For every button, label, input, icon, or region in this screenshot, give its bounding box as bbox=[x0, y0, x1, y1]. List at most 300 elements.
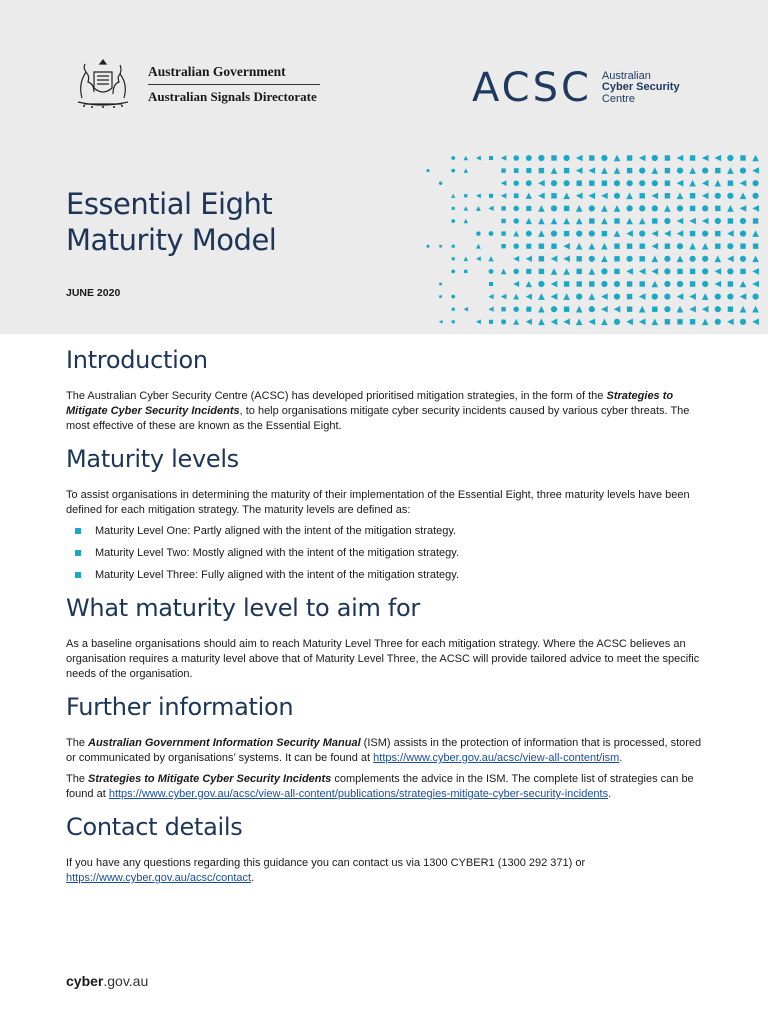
pattern-shape bbox=[526, 180, 532, 186]
intro-paragraph: The Australian Cyber Security Centre (ACSC) has developed prioritised mitigation strategies, in the form of the Strategies to Mitigate Cyber Security Incidents, to help organisations mitigate cyber security incidents caused by various cyber threats. The most effective of these are known as the Essential Eight. bbox=[66, 390, 690, 432]
contact-link[interactable]: https://www.cyber.gov.au/acsc/contact bbox=[66, 872, 252, 884]
pattern-shape bbox=[601, 155, 607, 161]
pattern-shape bbox=[614, 306, 621, 313]
pattern-shape bbox=[727, 205, 734, 212]
pattern-shape bbox=[626, 193, 633, 200]
pattern-shape bbox=[602, 181, 607, 186]
pattern-shape bbox=[664, 256, 670, 262]
pattern-shape bbox=[576, 167, 583, 174]
pattern-shape bbox=[488, 294, 493, 299]
ism-paragraph: The Australian Government Information Security Manual (ISM) assists in the protection of information that is processed, stored or communicated by organisations’ systems. It can be found at https://www.cyber.gov.au/acsc/view-all-content/ism. bbox=[66, 737, 702, 764]
pattern-shape bbox=[689, 293, 696, 300]
pattern-shape bbox=[589, 193, 596, 200]
pattern-shape bbox=[501, 231, 505, 235]
pattern-shape bbox=[564, 168, 569, 173]
pattern-shape bbox=[539, 269, 544, 274]
pattern-shape bbox=[577, 269, 582, 274]
pattern-shape bbox=[677, 218, 684, 225]
pattern-shape bbox=[652, 167, 659, 174]
pattern-shape bbox=[614, 294, 620, 300]
pattern-shape bbox=[702, 243, 709, 250]
pattern-shape bbox=[715, 180, 722, 187]
pattern-shape bbox=[476, 244, 481, 249]
pattern-shape bbox=[551, 193, 556, 198]
pattern-shape bbox=[727, 319, 734, 326]
pattern-shape bbox=[513, 218, 519, 224]
acsc-text-line2: Cyber Security bbox=[601, 81, 680, 94]
pattern-shape bbox=[451, 269, 455, 273]
pattern-shape bbox=[652, 218, 657, 223]
pattern-shape bbox=[577, 281, 582, 286]
pattern-shape bbox=[464, 168, 469, 173]
pattern-shape bbox=[589, 268, 596, 275]
pattern-shape bbox=[614, 218, 619, 223]
pattern-shape bbox=[727, 167, 734, 174]
pattern-shape bbox=[513, 319, 519, 325]
pattern-shape bbox=[589, 281, 594, 286]
heading-contact-details: Contact details bbox=[66, 813, 243, 841]
pattern-shape bbox=[627, 205, 633, 211]
section-aim bbox=[66, 593, 702, 682]
pattern-shape bbox=[715, 268, 722, 275]
pattern-shape bbox=[589, 181, 594, 186]
pattern-shape bbox=[464, 257, 469, 262]
pattern-shape bbox=[652, 205, 658, 211]
pattern-shape bbox=[639, 231, 645, 237]
pattern-shape bbox=[538, 218, 545, 225]
pattern-shape bbox=[639, 205, 645, 211]
pattern-shape bbox=[589, 218, 594, 223]
pattern-shape bbox=[664, 268, 670, 274]
pattern-shape bbox=[538, 155, 544, 161]
pattern-shape bbox=[728, 307, 733, 312]
pattern-shape bbox=[526, 193, 532, 199]
pattern-shape bbox=[752, 268, 759, 275]
pattern-shape bbox=[652, 155, 658, 161]
pattern-shape bbox=[564, 155, 570, 161]
pattern-shape bbox=[740, 244, 745, 249]
coat-of-arms-icon bbox=[64, 58, 142, 110]
pattern-shape bbox=[539, 168, 544, 173]
section-maturity-levels bbox=[66, 444, 702, 583]
pattern-shape bbox=[626, 319, 633, 326]
pattern-shape bbox=[677, 168, 683, 174]
pattern-shape bbox=[563, 319, 570, 326]
pattern-shape bbox=[740, 256, 746, 262]
section-introduction bbox=[66, 345, 702, 434]
pattern-shape bbox=[753, 193, 759, 199]
pattern-shape bbox=[690, 319, 695, 324]
pattern-shape bbox=[589, 256, 595, 262]
pattern-shape bbox=[665, 155, 670, 160]
pattern-shape bbox=[752, 167, 759, 174]
pattern-shape bbox=[702, 281, 708, 287]
pattern-shape bbox=[702, 268, 708, 274]
pattern-shape bbox=[501, 294, 507, 300]
pattern-shape bbox=[489, 269, 494, 274]
pattern-shape bbox=[589, 243, 596, 250]
pattern-shape bbox=[652, 256, 659, 263]
pattern-shape bbox=[690, 281, 695, 286]
pattern-shape bbox=[563, 193, 570, 200]
pattern-shape bbox=[452, 308, 455, 311]
pattern-shape bbox=[614, 180, 620, 186]
government-logo bbox=[64, 58, 320, 110]
pattern-shape bbox=[564, 231, 569, 236]
pattern-shape bbox=[752, 306, 759, 313]
pattern-shape bbox=[740, 269, 745, 274]
pattern-shape bbox=[702, 180, 709, 187]
pattern-shape bbox=[740, 193, 747, 200]
pattern-shape bbox=[752, 281, 759, 288]
pattern-shape bbox=[665, 193, 670, 198]
pattern-shape bbox=[563, 243, 570, 250]
pattern-shape bbox=[715, 206, 720, 211]
pattern-shape bbox=[652, 307, 657, 312]
pattern-shape bbox=[640, 281, 645, 286]
pattern-shape bbox=[652, 319, 659, 326]
document-title-line1: Essential Eight bbox=[66, 187, 273, 221]
pattern-shape bbox=[538, 193, 545, 200]
pattern-shape bbox=[677, 293, 684, 300]
pattern-shape bbox=[589, 306, 595, 312]
pattern-shape bbox=[715, 193, 721, 199]
pattern-shape bbox=[501, 193, 507, 199]
pattern-shape bbox=[563, 268, 570, 275]
pattern-shape bbox=[501, 180, 507, 186]
pattern-shape bbox=[677, 256, 684, 263]
list-item: Maturity Level Three: Fully aligned with the intent of the mitigation strategy. bbox=[66, 568, 702, 583]
pattern-shape bbox=[614, 281, 620, 287]
pattern-shape bbox=[677, 243, 683, 249]
pattern-shape bbox=[513, 206, 519, 212]
pattern-shape bbox=[640, 256, 645, 261]
pattern-shape bbox=[702, 155, 709, 162]
pattern-shape bbox=[664, 281, 670, 287]
pattern-shape bbox=[551, 319, 558, 326]
pattern-shape bbox=[652, 180, 658, 186]
pattern-shape bbox=[689, 180, 696, 187]
cover-header bbox=[0, 0, 768, 334]
pattern-shape bbox=[664, 294, 670, 300]
document-body bbox=[66, 345, 702, 896]
pattern-shape bbox=[702, 231, 708, 237]
pattern-shape bbox=[464, 270, 467, 273]
pattern-shape bbox=[627, 168, 632, 173]
pattern-shape bbox=[702, 218, 709, 225]
pattern-shape bbox=[728, 218, 733, 223]
pattern-shape bbox=[715, 244, 720, 249]
pattern-shape bbox=[589, 167, 596, 174]
pattern-shape bbox=[452, 257, 455, 260]
pattern-shape bbox=[576, 243, 583, 250]
gov-name-line1: Australian Government bbox=[148, 64, 320, 85]
pattern-shape bbox=[538, 281, 544, 287]
pattern-shape bbox=[426, 169, 429, 172]
pattern-shape bbox=[614, 319, 620, 325]
contact-paragraph: If you have any questions regarding this guidance you can contact us via 1300 CYBER1 (1300 292 371) or https://www.cyber.gov.au/acsc/contact. bbox=[66, 857, 586, 884]
pattern-shape bbox=[526, 269, 531, 274]
pattern-shape bbox=[639, 180, 645, 186]
pattern-shape bbox=[740, 168, 746, 174]
pattern-shape bbox=[690, 231, 695, 236]
pattern-shape bbox=[551, 180, 557, 186]
pattern-shape bbox=[601, 256, 608, 263]
pattern-shape bbox=[538, 293, 545, 300]
acsc-text-line1: Australian bbox=[601, 69, 651, 82]
pattern-shape bbox=[614, 193, 620, 199]
pattern-shape bbox=[601, 243, 608, 250]
pattern-shape bbox=[451, 156, 455, 160]
pattern-shape bbox=[727, 268, 733, 274]
pattern-shape bbox=[464, 307, 469, 312]
pattern-shape bbox=[476, 231, 481, 236]
pattern-shape bbox=[576, 231, 582, 237]
pattern-shape bbox=[576, 306, 583, 313]
pattern-shape bbox=[677, 180, 684, 187]
pattern-shape bbox=[526, 281, 532, 287]
pattern-shape bbox=[752, 205, 759, 212]
pattern-shape bbox=[601, 193, 608, 200]
ism-link[interactable]: https://www.cyber.gov.au/acsc/view-all-content/ism bbox=[373, 752, 620, 764]
strategies-paragraph: The Strategies to Mitigate Cyber Security Incidents complements the advice in the ISM. The complete list of strategies can be found at https://www.cyber.gov.au/acsc/view-all-content/publications/strategies-mitigate-cyber-security-incidents. bbox=[66, 773, 694, 800]
pattern-shape bbox=[589, 205, 595, 211]
pattern-shape bbox=[690, 155, 695, 160]
pattern-shape bbox=[576, 319, 583, 326]
pattern-shape bbox=[551, 293, 558, 300]
pattern-shape bbox=[752, 155, 759, 162]
pattern-shape bbox=[589, 293, 596, 300]
pattern-shape bbox=[464, 219, 469, 224]
pattern-shape bbox=[501, 206, 505, 210]
pattern-shape bbox=[526, 231, 532, 237]
pattern-shape bbox=[677, 155, 684, 162]
pattern-shape bbox=[627, 294, 632, 299]
pattern-shape bbox=[464, 194, 467, 197]
document-title bbox=[66, 186, 276, 258]
pattern-shape bbox=[439, 283, 442, 286]
decorative-shape-pattern bbox=[420, 150, 768, 334]
pattern-shape bbox=[551, 155, 556, 160]
pattern-shape bbox=[526, 155, 532, 161]
pattern-shape bbox=[614, 230, 621, 237]
pattern-shape bbox=[652, 243, 659, 250]
pattern-shape bbox=[640, 193, 645, 198]
pattern-shape bbox=[665, 168, 670, 173]
pattern-shape bbox=[551, 306, 557, 312]
pattern-shape bbox=[677, 319, 682, 324]
pattern-shape bbox=[563, 256, 570, 263]
pattern-shape bbox=[740, 319, 746, 325]
pattern-shape bbox=[652, 268, 659, 275]
pattern-shape bbox=[690, 206, 695, 211]
pattern-shape bbox=[677, 306, 684, 313]
heading-further-information: Further information bbox=[66, 693, 294, 721]
pattern-shape bbox=[664, 230, 671, 237]
pattern-shape bbox=[551, 268, 558, 275]
pattern-shape bbox=[752, 230, 759, 237]
pattern-shape bbox=[489, 156, 493, 160]
pattern-shape bbox=[513, 269, 519, 275]
pattern-shape bbox=[488, 307, 493, 312]
pattern-shape bbox=[451, 194, 455, 198]
pattern-shape bbox=[501, 168, 505, 172]
acsc-logo bbox=[472, 65, 680, 111]
pattern-shape bbox=[664, 218, 670, 224]
pattern-shape bbox=[627, 281, 632, 286]
pattern-shape bbox=[727, 155, 733, 161]
pattern-shape bbox=[677, 205, 683, 211]
pattern-shape bbox=[614, 244, 619, 249]
pattern-shape bbox=[526, 307, 531, 312]
pattern-shape bbox=[690, 193, 695, 198]
pattern-shape bbox=[677, 281, 683, 287]
pattern-shape bbox=[539, 256, 544, 261]
pattern-shape bbox=[652, 193, 659, 200]
section-further-information bbox=[66, 692, 702, 802]
pattern-shape bbox=[476, 256, 481, 261]
pattern-shape bbox=[551, 231, 557, 237]
pattern-shape bbox=[677, 193, 684, 200]
pattern-shape bbox=[501, 244, 505, 248]
pattern-shape bbox=[577, 256, 582, 261]
pattern-shape bbox=[501, 319, 506, 324]
pattern-shape bbox=[727, 243, 733, 249]
pattern-shape bbox=[652, 294, 658, 300]
pattern-shape bbox=[563, 293, 570, 300]
pattern-shape bbox=[665, 244, 670, 249]
pattern-shape bbox=[564, 307, 569, 312]
pattern-shape bbox=[728, 281, 733, 286]
pattern-shape bbox=[501, 269, 507, 275]
pattern-shape bbox=[451, 169, 455, 173]
pattern-shape bbox=[601, 319, 608, 326]
pattern-shape bbox=[513, 306, 519, 312]
section-contact-details bbox=[66, 812, 702, 886]
pattern-shape bbox=[576, 193, 583, 200]
pattern-shape bbox=[489, 194, 493, 198]
pattern-shape bbox=[489, 282, 493, 286]
pattern-shape bbox=[576, 218, 583, 225]
pattern-shape bbox=[526, 293, 532, 299]
pattern-shape bbox=[727, 193, 733, 199]
pattern-shape bbox=[727, 230, 734, 237]
strategies-link[interactable]: https://www.cyber.gov.au/acsc/view-all-content/publications/strategies-mitigate-cyber-security-incidents bbox=[108, 788, 609, 800]
pattern-shape bbox=[564, 206, 569, 211]
pattern-shape bbox=[488, 256, 493, 261]
aim-paragraph: As a baseline organisations should aim to reach Maturity Level Three for each mitigation strategy. Where the ACSC believes an organisation requires a maturity level above that of Maturity Level Three, the ACSC will provide tailored advice to meet the specific needs of the organisation. bbox=[66, 638, 700, 680]
pattern-shape bbox=[702, 256, 708, 262]
pattern-shape bbox=[551, 167, 558, 174]
pattern-shape bbox=[551, 218, 558, 225]
pattern-shape bbox=[563, 218, 570, 225]
pattern-shape bbox=[702, 319, 709, 326]
pattern-shape bbox=[677, 269, 682, 274]
pattern-shape bbox=[577, 181, 582, 186]
pattern-shape bbox=[639, 319, 646, 326]
pattern-shape bbox=[727, 256, 734, 263]
pattern-shape bbox=[514, 193, 519, 198]
pattern-shape bbox=[689, 218, 696, 225]
pattern-shape bbox=[602, 231, 607, 236]
pattern-shape bbox=[476, 193, 481, 198]
pattern-shape bbox=[639, 306, 646, 313]
pattern-shape bbox=[740, 155, 745, 160]
pattern-shape bbox=[652, 281, 659, 288]
pattern-shape bbox=[689, 306, 696, 313]
pattern-shape bbox=[702, 293, 709, 300]
pattern-shape bbox=[439, 295, 442, 298]
pattern-shape bbox=[489, 231, 494, 236]
pattern-shape bbox=[740, 281, 747, 288]
pattern-shape bbox=[665, 181, 670, 186]
pattern-shape bbox=[452, 245, 455, 248]
pattern-shape bbox=[652, 230, 659, 237]
pattern-shape bbox=[452, 320, 455, 323]
pattern-shape bbox=[627, 256, 633, 262]
pattern-shape bbox=[601, 205, 608, 212]
pattern-shape bbox=[538, 306, 545, 313]
pattern-shape bbox=[702, 205, 708, 211]
pattern-shape bbox=[513, 281, 519, 287]
pattern-shape bbox=[551, 281, 558, 288]
pattern-shape bbox=[601, 293, 608, 300]
pattern-shape bbox=[626, 230, 633, 237]
pattern-shape bbox=[476, 156, 481, 161]
list-item: Maturity Level Two: Mostly aligned with the intent of the mitigation strategy. bbox=[66, 546, 702, 561]
acsc-text-line3: Centre bbox=[601, 92, 635, 105]
pattern-shape bbox=[564, 180, 570, 186]
pattern-shape bbox=[715, 155, 722, 162]
pattern-shape bbox=[627, 155, 632, 160]
pattern-shape bbox=[753, 294, 759, 300]
pattern-shape bbox=[526, 218, 532, 224]
pattern-shape bbox=[626, 268, 633, 275]
pattern-shape bbox=[464, 156, 469, 161]
maturity-paragraph: To assist organisations in determining the maturity of their implementation of the Essential Eight, three maturity levels have been defined for each mitigation strategy. The maturity levels are defined as: bbox=[66, 489, 690, 516]
pattern-shape bbox=[740, 293, 747, 300]
pattern-shape bbox=[715, 168, 720, 173]
pattern-shape bbox=[740, 231, 746, 237]
pattern-shape bbox=[689, 167, 696, 174]
pattern-shape bbox=[501, 155, 507, 161]
pattern-shape bbox=[690, 269, 695, 274]
pattern-shape bbox=[740, 218, 746, 224]
pattern-shape bbox=[665, 319, 670, 324]
pattern-shape bbox=[464, 206, 469, 211]
footer-website: cyber.gov.au bbox=[66, 973, 149, 989]
pattern-shape bbox=[476, 319, 481, 324]
pattern-shape bbox=[740, 205, 747, 212]
acsc-wordmark: ACSC bbox=[472, 65, 592, 111]
pattern-shape bbox=[702, 193, 709, 200]
pattern-shape bbox=[753, 244, 758, 249]
pattern-shape bbox=[715, 256, 722, 263]
pattern-shape bbox=[614, 256, 619, 261]
pattern-shape bbox=[627, 180, 633, 186]
pattern-shape bbox=[753, 180, 759, 186]
pattern-shape bbox=[439, 320, 443, 324]
pattern-shape bbox=[728, 181, 733, 186]
pattern-shape bbox=[526, 256, 532, 262]
pattern-shape bbox=[601, 281, 607, 287]
pattern-shape bbox=[451, 295, 455, 299]
pattern-shape bbox=[677, 230, 684, 237]
pattern-shape bbox=[639, 168, 645, 174]
pattern-shape bbox=[538, 205, 545, 212]
pattern-shape bbox=[501, 307, 505, 311]
pattern-shape bbox=[715, 306, 721, 312]
